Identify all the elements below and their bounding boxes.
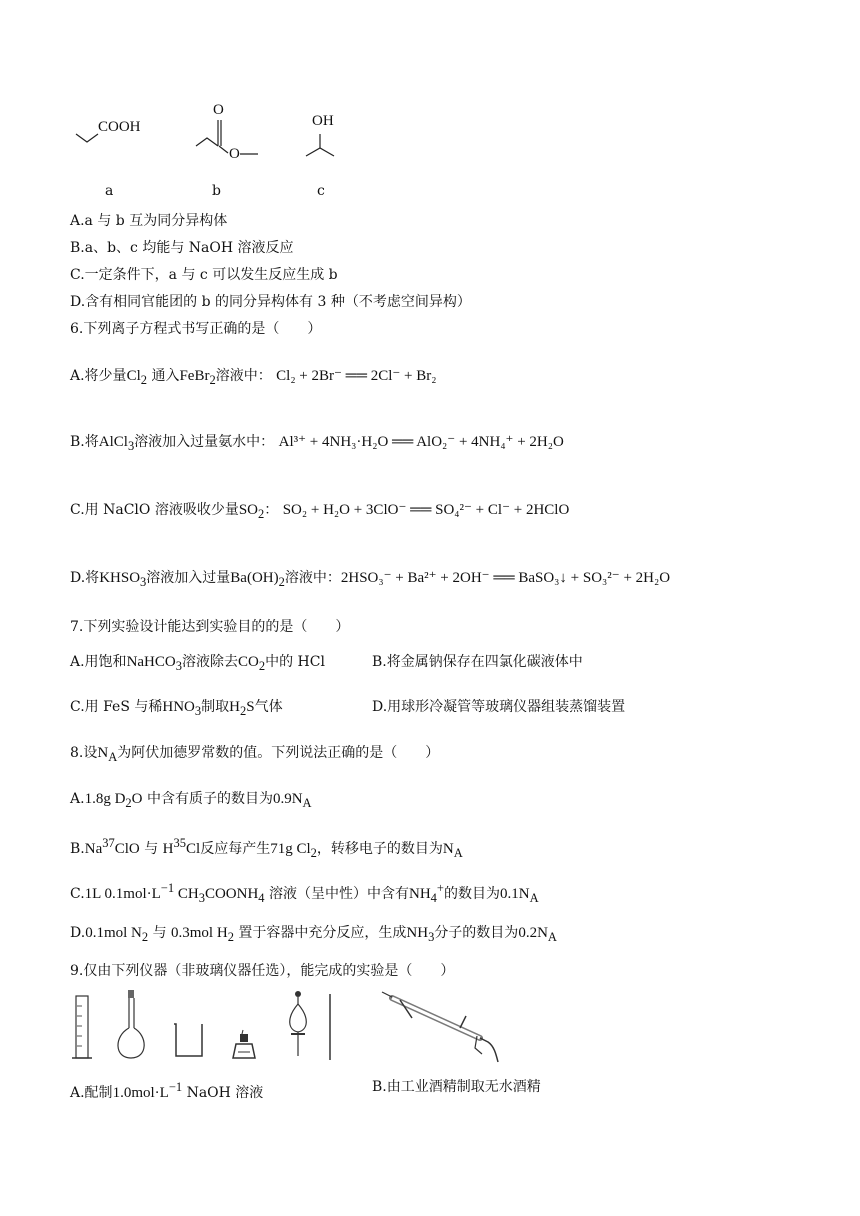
q9-option-a: A.配制$1.0mol\cdot L^{-1}$ NaOH 溶液: [70, 1080, 264, 1101]
q7-stem: 7.下列实验设计能达到实验目的的是（ ）: [70, 619, 350, 635]
q6-option-b: B.将AlCl$_3$溶液加入过量氨水中： Al³⁺ + 4NH₃·H₂O ══ AlO₂⁻ + 4NH₄⁺ + 2H₂O: [70, 434, 564, 453]
q6-a-suffix: 溶液中：: [215, 368, 272, 384]
q8-stem-suffix: 为阿伏加德罗常数的值。下列说法正确的是（ ）: [117, 745, 440, 761]
q7-option-a: A.用饱和NaHCO$_3$溶液除去$CO_2$中的 HCl: [70, 654, 325, 673]
q8-option-a: A.1.8g $D_2O$ 中含有质子的数目为$0.9N_A$: [70, 791, 312, 810]
graduated-cylinder-icon: [72, 996, 92, 1058]
q6-option-d: D.将$KHSO_3$溶液加入过量$Ba(OH)_2$溶液中：2HSO₃⁻ + Ba²⁺ + 2OH⁻ ══ BaSO₃↓ + SO₃²⁻ + 2H₂O: [70, 570, 671, 589]
q8-option-c: C.1L $0.1mol\cdot L^{-1}$ $CH_3COONH_4$ 溶液（呈中性）中含有$NH_4^+$的数目为$0.1N_A$: [70, 881, 539, 905]
q6-option-c: C.用 NaClO 溶液吸收少量$SO_2$： SO₂ + H₂O + 3ClO⁻ ══ SO₄²⁻ + Cl⁻ + 2HClO: [70, 502, 570, 521]
q8-c-suffix: 的数目为: [443, 886, 500, 902]
q7-c-suffix: 制取: [201, 699, 230, 715]
q8-d-mid2: 置于容器中充分反应，生成: [238, 925, 407, 941]
structure-b-label: b: [212, 183, 221, 199]
q7-option-d: D.用球形冷凝管等玻璃仪器组装蒸馏装置: [372, 699, 626, 715]
q8-a-mid: 中含有质子的数目为: [146, 791, 273, 807]
q5-option-d: D.含有相同官能团的 b 的同分异构体有 3 种（不考虑空间异构）: [70, 294, 471, 310]
volumetric-flask-icon: [118, 990, 144, 1058]
q8-b-mid2: 反应每产生: [200, 841, 271, 857]
q8-d-suffix: 分子的数目为: [434, 925, 519, 941]
separatory-funnel-icon: [290, 991, 307, 1056]
q9-a-suffix: NaOH 溶液: [186, 1085, 264, 1101]
q7-a-prefix: A.用饱和: [70, 654, 127, 670]
q9-option-b: B.由工业酒精制取无水酒精: [372, 1079, 541, 1095]
q8-stem-prefix: 8.设: [70, 745, 98, 761]
q8-c-mid: 溶液（呈中性）中含有: [268, 886, 409, 902]
q8-option-d: D.0.1mol $N_2$ 与 0.3mol $H_2$ 置于容器中充分反应，生成$NH_3$分子的数目为$0.2N_A$: [70, 925, 557, 944]
q6-a-equation: Cl₂ + 2Br⁻ ══ 2Cl⁻ + Br₂: [276, 368, 437, 384]
alcohol-lamp-icon: [233, 1030, 255, 1058]
q7-a-mid: 溶液除去: [181, 654, 238, 670]
q6-c-suffix: ：: [264, 502, 279, 518]
lab-apparatus-image: [70, 988, 510, 1068]
q8-a-prefix: A.: [70, 791, 85, 807]
q5-option-c: C.一定条件下，a 与 c 可以发生反应生成 b: [70, 267, 338, 283]
q8-b-prefix: B.: [70, 841, 85, 857]
q8-d-mid: 与: [152, 925, 167, 941]
q6-d-mid: 溶液加入过量: [146, 570, 231, 586]
q6-a-mid: 通入: [151, 368, 180, 384]
q6-a-prefix: A.将少量: [70, 368, 127, 384]
q7-c-end: 气体: [254, 699, 283, 715]
beaker-icon: [174, 1024, 202, 1056]
q8-b-suffix: ，转移电子的数目为: [316, 841, 443, 857]
q6-stem: 6.下列离子方程式书写正确的是（ ）: [70, 321, 322, 337]
q6-c-equation: SO₂ + H₂O + 3ClO⁻ ══ SO₄²⁻ + Cl⁻ + 2HClO: [282, 502, 570, 518]
structure-a-group: COOH: [98, 119, 141, 135]
structure-c-group: OH: [312, 113, 334, 129]
condenser-icon: [382, 992, 498, 1062]
q6-b-prefix: B.将: [70, 434, 99, 450]
q6-b-suffix: 溶液加入过量氨水中：: [134, 434, 275, 450]
q8-d-prefix: D.: [70, 925, 86, 941]
q8-stem: 8.设$N_A$为阿伏加德罗常数的值。下列说法正确的是（ ）: [70, 745, 440, 764]
q7-a-suffix: 中的 HCl: [265, 654, 325, 670]
q6-d-suffix: 溶液中：: [284, 570, 341, 586]
q8-b-mid: 与: [144, 841, 159, 857]
q6-option-a: A.将少量$Cl_2$ 通入FeBr$_2$溶液中： Cl₂ + 2Br⁻ ══ 2Cl⁻ + Br₂: [70, 368, 437, 387]
structure-c-label: c: [317, 183, 325, 199]
q5-option-b: B.a、b、c 均能与 NaOH 溶液反应: [70, 240, 294, 256]
q7-option-c: C.用 FeS 与稀$HNO_3$制取$H_2S$气体: [70, 699, 283, 718]
structure-b-carbonyl-o: O: [213, 102, 224, 118]
q6-c-prefix: C.用 NaClO 溶液吸收少量: [70, 502, 239, 518]
q7-c-prefix: C.用 FeS 与稀: [70, 699, 163, 715]
q6-b-equation: Al³⁺ + 4NH₃·H₂O ══ AlO₂⁻ + 4NH₄⁺ + 2H₂O: [278, 434, 564, 450]
q6-d-prefix: D.将: [70, 570, 100, 586]
q9-stem: 9.仅由下列仪器（非玻璃仪器任选），能完成的实验是（ ）: [70, 963, 455, 979]
q9-a-prefix: A.配制: [70, 1085, 113, 1101]
q5-option-a: A.a 与 b 互为同分异构体: [70, 213, 228, 229]
q6-d-equation: 2HSO₃⁻ + Ba²⁺ + 2OH⁻ ══ BaSO₃↓ + SO₃²⁻ + 2H₂O: [340, 570, 671, 586]
q8-option-b: B.Na$^{37}$ClO 与 $H^{35}Cl$反应每产生71g $Cl_2$，转移电子的数目为$N_A$: [70, 836, 463, 860]
structure-b-ester-o: O: [229, 146, 240, 162]
q8-c-prefix: C.: [70, 886, 85, 902]
q7-option-b: B.将金属钠保存在四氯化碳液体中: [372, 654, 583, 670]
structure-a-label: a: [105, 183, 114, 199]
